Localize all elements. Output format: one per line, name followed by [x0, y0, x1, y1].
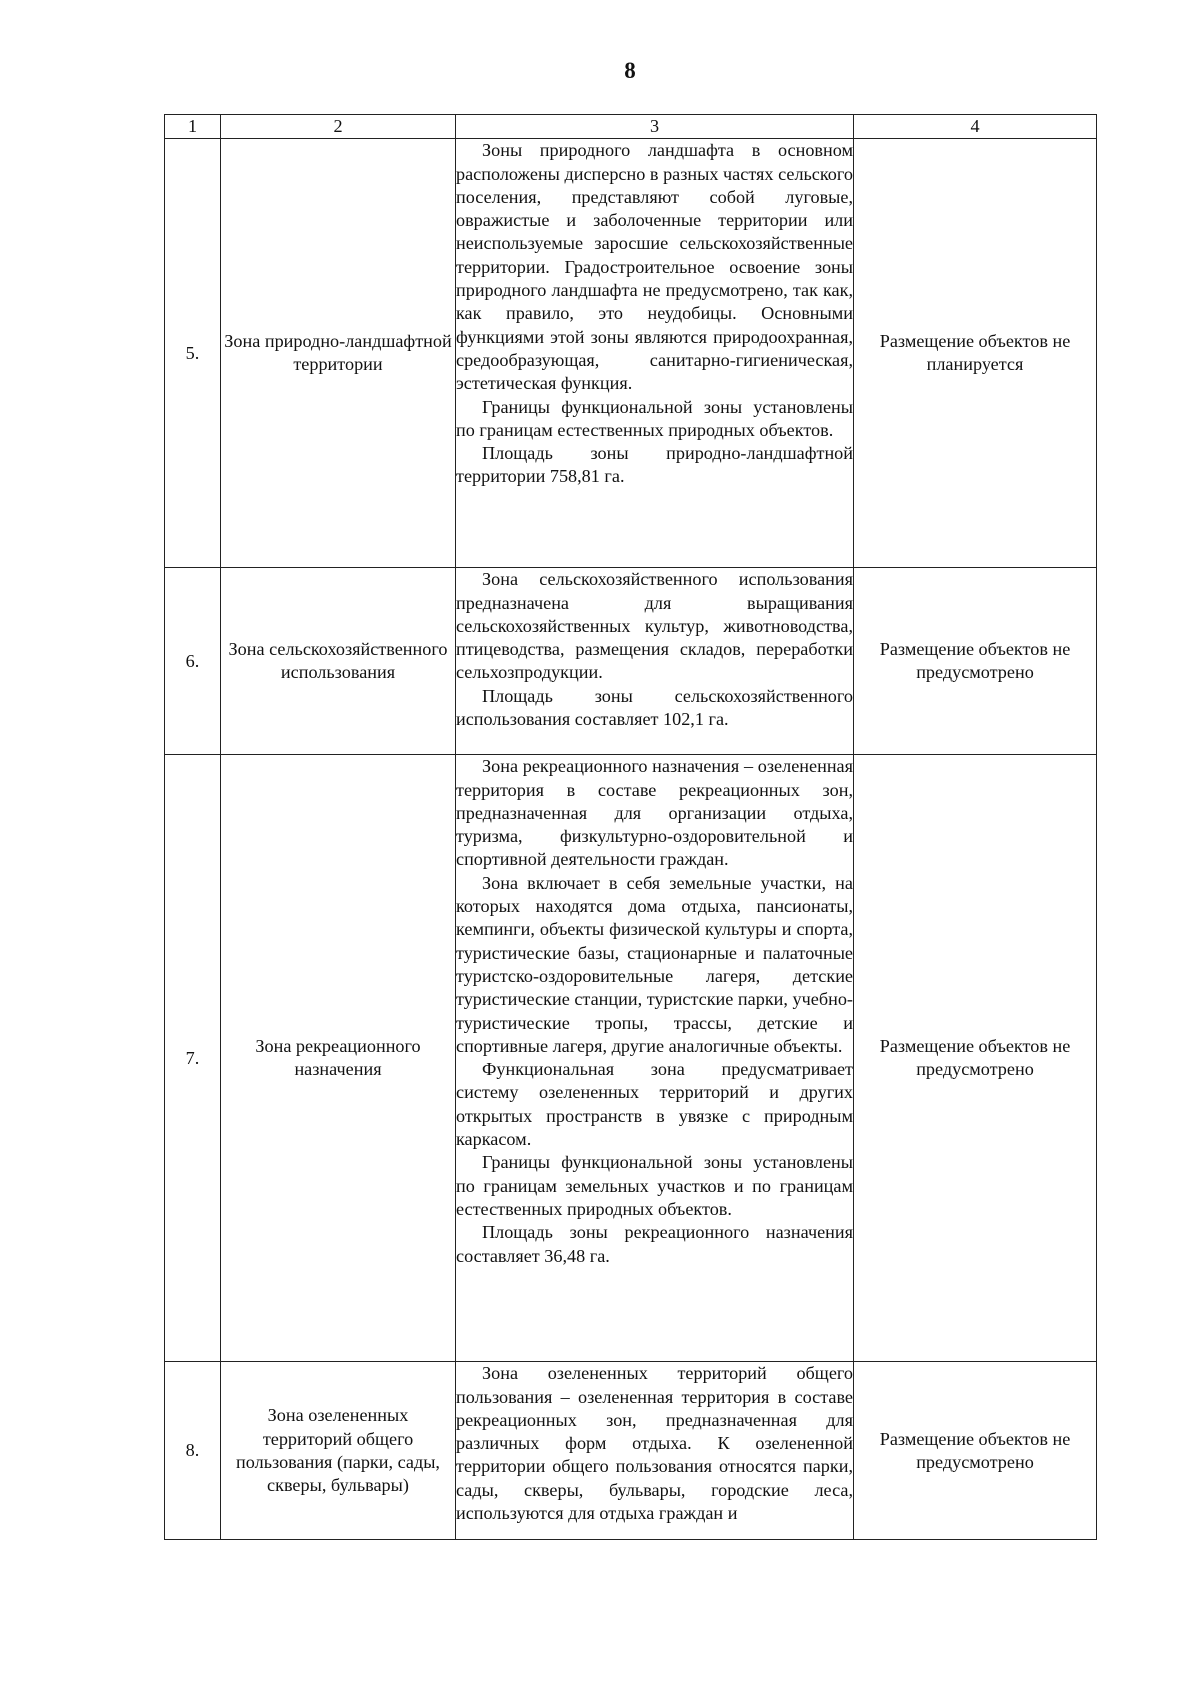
row-number: 5. [165, 139, 221, 568]
zone-name: Зона сельскохозяйственного использования [221, 568, 456, 755]
placement-note: Размещение объектов не предусмотрено [854, 755, 1097, 1362]
column-header-3: 3 [456, 115, 854, 139]
description-paragraph: Зона включает в себя земельные участки, на которых находятся дома отдыха, пансионаты, кемпинги, объекты физической культуры и спорта, туристические базы, стационарные и палаточные туристско-оздоровительные лагеря, детские туристические станции, туристские парки, учебно-туристические тропы, трассы, детские и спортивные лагеря, другие аналогичные объекты. [456, 872, 853, 1056]
column-header-1: 1 [165, 115, 221, 139]
description-paragraph: Площадь зоны природно-ландшафтной территории 758,81 га. [456, 443, 853, 487]
description-paragraph: Зоны природного ландшафта в основном расположены дисперсно в разных частях сельского поселения, представляют собой луговые, овражистые и заболоченные территории или неиспользуемые заросшие сельскохозяйственные территории. Градостроительное освоение зоны природного ландшафта не предусмотрено, так как, как правило, это неудобицы. Основными функциями этой зоны являются природоохранная, средообразующая, санитарно-гигиеническая, эстетическая функция. [456, 140, 853, 394]
zone-description [456, 755, 854, 1362]
table-row [165, 755, 1097, 1362]
zone-description [456, 568, 854, 755]
description-paragraph: Зона сельскохозяйственного использования предназначена для выращивания сельскохозяйственных культур, животноводства, птицеводства, размещения складов, переработки сельхозпродукции. [456, 569, 853, 683]
column-header-4: 4 [854, 115, 1097, 139]
description-paragraph: Площадь зоны рекреационного назначения составляет 36,48 га. [456, 1222, 853, 1266]
table-row [165, 139, 1097, 568]
column-header-2: 2 [221, 115, 456, 139]
placement-note: Размещение объектов не предусмотрено [854, 1362, 1097, 1540]
description-paragraph: Зона озелененных территорий общего пользования – озелененная территория в составе рекреационных зон, предназначенная для различных форм отдыха. К озелененной территории общего пользования относятся парки, сады, скверы, бульвары, городские леса, используются для отдыха граждан и [456, 1363, 853, 1524]
table-row [165, 568, 1097, 755]
page-number: 8 [624, 58, 636, 83]
zones-table [164, 114, 1097, 1540]
zone-name: Зона озелененных территорий общего пользования (парки, сады, скверы, бульвары) [221, 1362, 456, 1540]
description-paragraph: Функциональная зона предусматривает систему озелененных территорий и других открытых пространств в увязке с природным каркасом. [456, 1059, 853, 1150]
zone-name: Зона рекреационного назначения [221, 755, 456, 1362]
row-number: 7. [165, 755, 221, 1362]
zone-name: Зона природно-ландшафтной территории [221, 139, 456, 568]
table-row [165, 1362, 1097, 1540]
table-header-row [165, 115, 1097, 139]
description-paragraph: Границы функциональной зоны установлены по границам естественных природных объектов. [456, 396, 853, 440]
row-number: 6. [165, 568, 221, 755]
description-paragraph: Площадь зоны сельскохозяйственного использования составляет 102,1 га. [456, 685, 853, 730]
description-paragraph: Зона рекреационного назначения – озелененная территория в составе рекреационных зон, предназначенная для организации отдыха, туризма, физкультурно-оздоровительной и спортивной деятельности граждан. [456, 756, 853, 870]
description-paragraph: Границы функциональной зоны установлены по границам земельных участков и по границам естественных природных объектов. [456, 1152, 853, 1219]
placement-note: Размещение объектов не планируется [854, 139, 1097, 568]
zone-description [456, 139, 854, 568]
row-number: 8. [165, 1362, 221, 1540]
zone-description [456, 1362, 854, 1540]
placement-note: Размещение объектов не предусмотрено [854, 568, 1097, 755]
